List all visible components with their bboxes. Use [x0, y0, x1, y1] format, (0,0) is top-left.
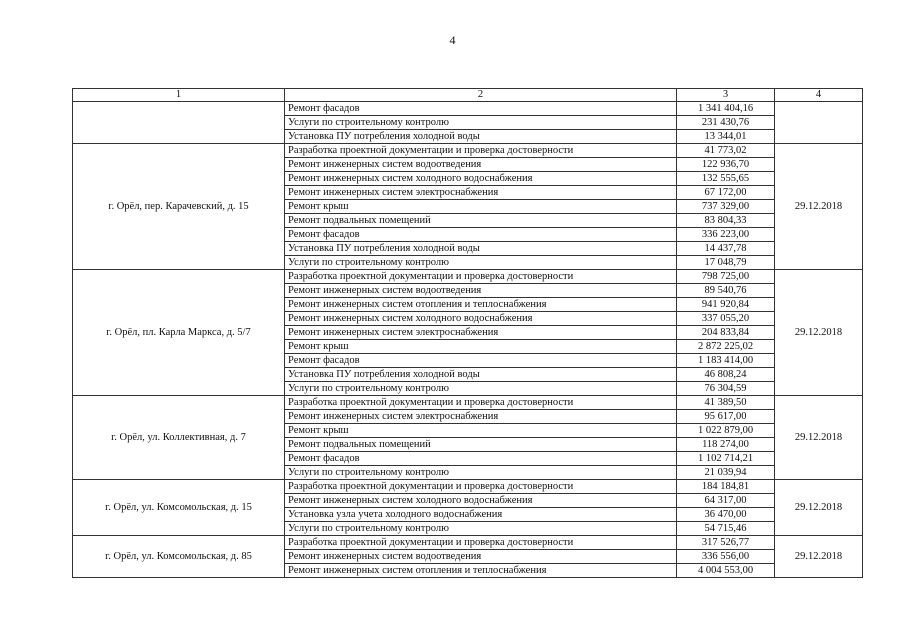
work-amount: 737 329,00	[677, 200, 775, 214]
work-amount: 1 341 404,16	[677, 102, 775, 116]
work-type: Услуги по строительному контролю	[285, 116, 677, 130]
work-amount: 76 304,59	[677, 382, 775, 396]
work-type: Ремонт инженерных систем холодного водоснабжения	[285, 172, 677, 186]
work-amount: 336 556,00	[677, 550, 775, 564]
table-row	[73, 536, 863, 550]
table-row	[73, 396, 863, 410]
work-type: Ремонт инженерных систем водоотведения	[285, 284, 677, 298]
work-amount: 204 833,84	[677, 326, 775, 340]
work-type: Разработка проектной документации и проверка достоверности	[285, 480, 677, 494]
work-type: Ремонт фасадов	[285, 228, 677, 242]
work-amount: 184 184,81	[677, 480, 775, 494]
work-type: Ремонт инженерных систем холодного водоснабжения	[285, 494, 677, 508]
work-amount: 89 540,76	[677, 284, 775, 298]
work-amount: 231 430,76	[677, 116, 775, 130]
work-type: Услуги по строительному контролю	[285, 466, 677, 480]
work-amount: 67 172,00	[677, 186, 775, 200]
completion-date: 29.12.2018	[775, 480, 863, 536]
work-type: Разработка проектной документации и проверка достоверности	[285, 396, 677, 410]
work-type: Ремонт инженерных систем электроснабжения	[285, 186, 677, 200]
work-amount: 21 039,94	[677, 466, 775, 480]
work-amount: 1 102 714,21	[677, 452, 775, 466]
work-type: Ремонт крыш	[285, 424, 677, 438]
work-type: Разработка проектной документации и проверка достоверности	[285, 144, 677, 158]
table-row	[73, 270, 863, 284]
work-amount: 798 725,00	[677, 270, 775, 284]
column-header-amount: 3	[677, 89, 775, 102]
work-type: Ремонт крыш	[285, 340, 677, 354]
work-amount: 41 389,50	[677, 396, 775, 410]
work-type: Ремонт подвальных помещений	[285, 438, 677, 452]
work-type: Разработка проектной документации и проверка достоверности	[285, 270, 677, 284]
object-address	[73, 102, 285, 144]
work-amount: 317 526,77	[677, 536, 775, 550]
table-row	[73, 480, 863, 494]
work-amount: 1 022 879,00	[677, 424, 775, 438]
completion-date: 29.12.2018	[775, 396, 863, 480]
work-amount: 941 920,84	[677, 298, 775, 312]
work-amount: 41 773,02	[677, 144, 775, 158]
work-amount: 17 048,79	[677, 256, 775, 270]
table-row	[73, 102, 863, 116]
header-row	[73, 89, 863, 102]
object-address: г. Орёл, ул. Комсомольская, д. 15	[73, 480, 285, 536]
work-type: Ремонт инженерных систем электроснабжения	[285, 326, 677, 340]
completion-date: 29.12.2018	[775, 536, 863, 578]
work-type: Установка ПУ потребления холодной воды	[285, 242, 677, 256]
page-number: 4	[449, 33, 456, 47]
work-type: Ремонт фасадов	[285, 102, 677, 116]
work-type: Услуги по строительному контролю	[285, 522, 677, 536]
completion-date	[775, 102, 863, 144]
work-type: Ремонт инженерных систем водоотведения	[285, 550, 677, 564]
work-amount: 46 808,24	[677, 368, 775, 382]
completion-date: 29.12.2018	[775, 270, 863, 396]
work-amount: 2 872 225,02	[677, 340, 775, 354]
work-amount: 4 004 553,00	[677, 564, 775, 578]
work-amount: 118 274,00	[677, 438, 775, 452]
work-type: Ремонт фасадов	[285, 354, 677, 368]
work-amount: 64 317,00	[677, 494, 775, 508]
work-type: Ремонт инженерных систем электроснабжения	[285, 410, 677, 424]
column-header-address: 1	[73, 89, 285, 102]
work-amount: 132 555,65	[677, 172, 775, 186]
work-amount: 83 804,33	[677, 214, 775, 228]
work-amount: 14 437,78	[677, 242, 775, 256]
work-type: Ремонт инженерных систем водоотведения	[285, 158, 677, 172]
work-type: Ремонт крыш	[285, 200, 677, 214]
work-amount: 336 223,00	[677, 228, 775, 242]
work-type: Установка узла учета холодного водоснабжения	[285, 508, 677, 522]
object-address: г. Орёл, ул. Коллективная, д. 7	[73, 396, 285, 480]
work-type: Ремонт фасадов	[285, 452, 677, 466]
object-address: г. Орёл, пл. Карла Маркса, д. 5/7	[73, 270, 285, 396]
work-amount: 1 183 414,00	[677, 354, 775, 368]
object-address: г. Орёл, ул. Комсомольская, д. 85	[73, 536, 285, 578]
work-type: Ремонт инженерных систем холодного водоснабжения	[285, 312, 677, 326]
work-amount: 13 344,01	[677, 130, 775, 144]
work-amount: 36 470,00	[677, 508, 775, 522]
column-header-work: 2	[285, 89, 677, 102]
work-type: Разработка проектной документации и проверка достоверности	[285, 536, 677, 550]
work-type: Установка ПУ потребления холодной воды	[285, 130, 677, 144]
table-row	[73, 144, 863, 158]
work-type: Ремонт инженерных систем отопления и теплоснабжения	[285, 564, 677, 578]
work-amount: 337 055,20	[677, 312, 775, 326]
work-amount: 95 617,00	[677, 410, 775, 424]
completion-date: 29.12.2018	[775, 144, 863, 270]
work-amount: 54 715,46	[677, 522, 775, 536]
table-body	[73, 102, 863, 578]
work-type: Ремонт инженерных систем отопления и теплоснабжения	[285, 298, 677, 312]
work-amount: 122 936,70	[677, 158, 775, 172]
work-type: Ремонт подвальных помещений	[285, 214, 677, 228]
work-type: Установка ПУ потребления холодной воды	[285, 368, 677, 382]
work-type: Услуги по строительному контролю	[285, 382, 677, 396]
object-address: г. Орёл, пер. Карачевский, д. 15	[73, 144, 285, 270]
column-header-date: 4	[775, 89, 863, 102]
work-type: Услуги по строительному контролю	[285, 256, 677, 270]
works-table	[72, 88, 863, 578]
